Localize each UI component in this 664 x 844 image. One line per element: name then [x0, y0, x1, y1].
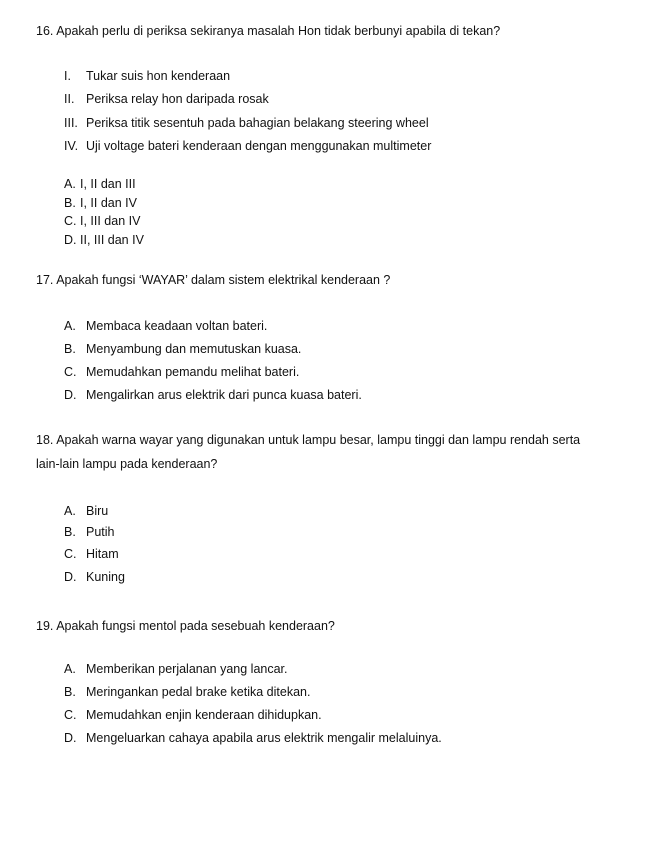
question-text [36, 618, 335, 634]
option-text: Memudahkan enjin kenderaan dihidupkan. [86, 708, 322, 722]
statement-text: Periksa relay hon daripada rosak [86, 92, 269, 106]
option-text: Putih [86, 525, 115, 539]
option-label: D. [64, 731, 77, 745]
option-text: Memberikan perjalanan yang lancar. [86, 662, 288, 676]
option-text: Menyambung dan memutuskan kuasa. [86, 342, 302, 356]
statement-text: Uji voltage bateri kenderaan dengan menggunakan multimeter [86, 139, 432, 153]
question-stem: Apakah perlu di periksa sekiranya masalah Hon tidak berbunyi apabila di tekan? [56, 24, 501, 38]
option-label: C. [64, 214, 77, 228]
option-label: A. [64, 504, 76, 518]
statement-label: I. [64, 69, 71, 83]
option-text: Hitam [86, 547, 119, 561]
option-text: I, II dan IV [80, 196, 137, 210]
question-text [36, 432, 580, 448]
option-label: B. [64, 685, 76, 699]
statement-text: Tukar suis hon kenderaan [86, 69, 231, 83]
option-label: C. [64, 365, 77, 379]
statement-label: IV. [64, 139, 79, 153]
option-text: Memudahkan pemandu melihat bateri. [86, 365, 300, 379]
option-label: D. [64, 233, 77, 247]
option-label: A. [64, 662, 76, 676]
option-text: Mengeluarkan cahaya apabila arus elektrik mengalir melaluinya. [86, 731, 442, 745]
option-label: C. [64, 547, 77, 561]
option-label: B. [64, 525, 76, 539]
question-number: 16. [36, 24, 54, 38]
question-stem: Apakah fungsi ‘WAYAR’ dalam sistem elektrikal kenderaan ? [56, 273, 391, 287]
statement-label: III. [64, 116, 78, 130]
question-number: 17. [36, 273, 54, 287]
option-label: A. [64, 319, 76, 333]
statement-text: Periksa titik sesentuh pada bahagian belakang steering wheel [86, 116, 429, 130]
option-label: D. [64, 570, 77, 584]
option-label: B. [64, 342, 76, 356]
option-text: Meringankan pedal brake ketika ditekan. [86, 685, 311, 699]
question-text-continued: lain-lain lampu pada kenderaan? [36, 457, 218, 471]
option-text: Membaca keadaan voltan bateri. [86, 319, 268, 333]
option-label: B. [64, 196, 76, 210]
question-stem: Apakah warna wayar yang digunakan untuk lampu besar, lampu tinggi dan lampu rendah serta [56, 433, 581, 447]
option-label: D. [64, 388, 77, 402]
question-number: 19. [36, 619, 54, 633]
question-stem: Apakah fungsi mentol pada sesebuah kenderaan? [56, 619, 335, 633]
question-text [36, 23, 500, 39]
option-text: Kuning [86, 570, 125, 584]
question-text [36, 272, 390, 288]
option-text: Biru [86, 504, 109, 518]
option-label: A. [64, 177, 76, 191]
statement-label: II. [64, 92, 75, 106]
question-number: 18. [36, 433, 54, 447]
option-text: I, II dan III [80, 177, 136, 191]
option-text: I, III dan IV [80, 214, 141, 228]
option-text: Mengalirkan arus elektrik dari punca kuasa bateri. [86, 388, 362, 402]
option-text: II, III dan IV [80, 233, 144, 247]
option-label: C. [64, 708, 77, 722]
